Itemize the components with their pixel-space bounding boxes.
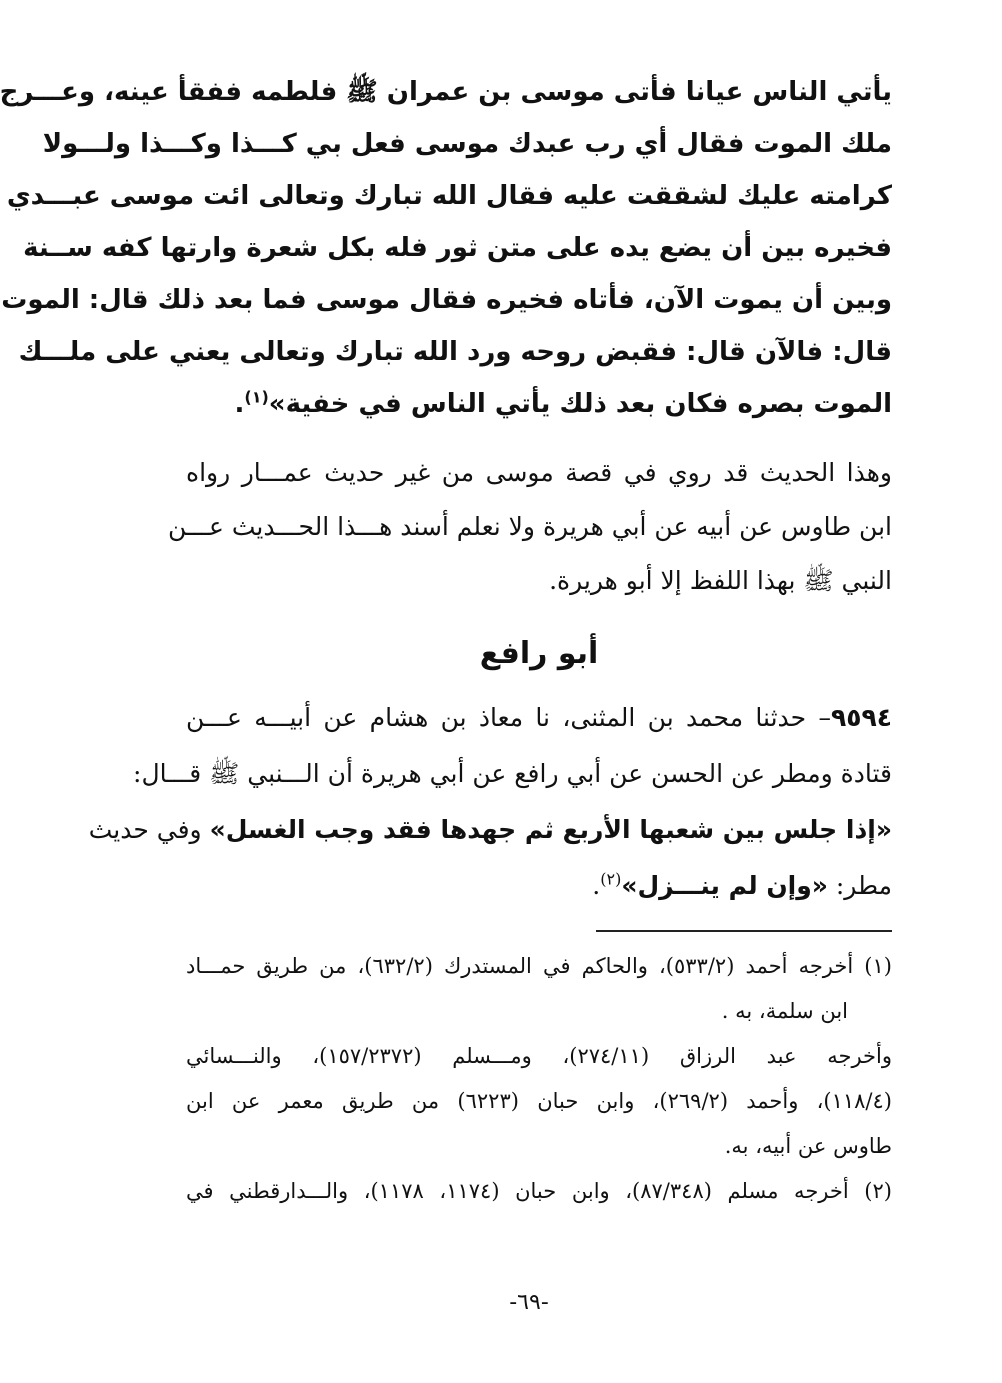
text-fragment: مطر: (827, 871, 892, 900)
text-line: وهذا الحديث قد روي في قصة موسى من غير حديث عمـــار رواه (186, 458, 892, 487)
text-line: كرامته عليك لشققت عليه فقال الله تبارك وتعالى ائت موسى عبـــدي (6, 181, 892, 211)
hadith-quote: «وإن لم ينـــزل» (621, 871, 828, 900)
footnote-line: (١) أخرجه أحمد (٥٣٣/٢)، والحاكم في المستدرك (٦٣٢/٢)، من طريق حمـــاد (186, 954, 892, 978)
footnote-ref: (٢) (600, 869, 622, 889)
footnote-line: ابن سلمة، به . (721, 999, 848, 1023)
hadith-number: ٩٥٩٤ (830, 703, 892, 732)
footnote-ref: (١) (244, 387, 269, 407)
text-line-last: النبي ﷺ بهذا اللفظ إلا أبو هريرة. (549, 566, 892, 595)
hadith-quote: «إذا جلس بين شعبها الأربع ثم جهدها فقد وجب الغسل» (209, 815, 892, 844)
text-line (186, 690, 892, 746)
footnote-line: طاوس عن أبيه، به. (724, 1134, 892, 1158)
text-line: قتادة ومطر عن الحسن عن أبي رافع عن أبي هريرة أن الـــنبي ﷺ قـــال: (133, 759, 892, 788)
text-fragment: – حدثنا محمد بن المثنى، نا معاذ بن هشام عن أبيـــه عـــن (186, 703, 831, 732)
section-heading: أبو رافع (479, 636, 599, 671)
text-line: يأتي الناس عيانا فأتى موسى بن عمران ﷺ فلطمه ففقأ عينه، وعـــرج (0, 77, 892, 107)
text-line-last (186, 858, 892, 914)
footnote-divider (596, 930, 892, 932)
commentary-paragraph (168, 446, 892, 608)
text-line-last (186, 378, 892, 430)
text-line: وبين أن يموت الآن، فأتاه فخيره فقال موسى فما بعد ذلك قال: الموت (1, 285, 892, 315)
hadith-text-continuation (0, 66, 892, 430)
hadith-entry (88, 690, 892, 914)
text-line: ملك الموت فقال أي رب عبدك موسى فعل بي كـــذا وكـــذا ولـــولا (42, 129, 892, 159)
text-line: فخيره بين أن يضع يده على متن ثور فله بكل شعرة وارتها كفه ســنة (23, 233, 892, 263)
text-line: قال: فالآن قال: فقبض روحه ورد الله تبارك وتعالى يعني على ملـــك (18, 337, 892, 367)
footnote-line: (١١٨/٤)، وأحمد (٢٦٩/٢)، وابن حبان (٦٢٢٣) من طريق معمر عن ابن (186, 1089, 892, 1113)
footnotes (186, 944, 892, 1214)
text-line (88, 802, 892, 858)
text-fragment: . (234, 389, 245, 419)
text-line: ابن طاوس عن أبيه عن أبي هريرة ولا نعلم أسند هـــذا الحـــديث عـــن (168, 512, 892, 541)
page-content (0, 66, 893, 1214)
text-fragment: وفي حديث (88, 815, 210, 844)
page-number: -٦٩- (509, 1290, 549, 1315)
text-fragment: الموت بصره فكان بعد ذلك يأتي الناس في خفية» (268, 389, 892, 419)
footnote-line: وأخرجه عبد الرزاق (٢٧٤/١١)، ومـــسلم (١٥٧/٢٣٧٢)، والنـــسائي (186, 1044, 893, 1068)
text-fragment: . (592, 871, 601, 900)
footnote-line: (٢) أخرجه مسلم (٨٧/٣٤٨)، وابن حبان (١١٧٤، ١١٧٨)، والـــدارقطني في (186, 1179, 892, 1203)
